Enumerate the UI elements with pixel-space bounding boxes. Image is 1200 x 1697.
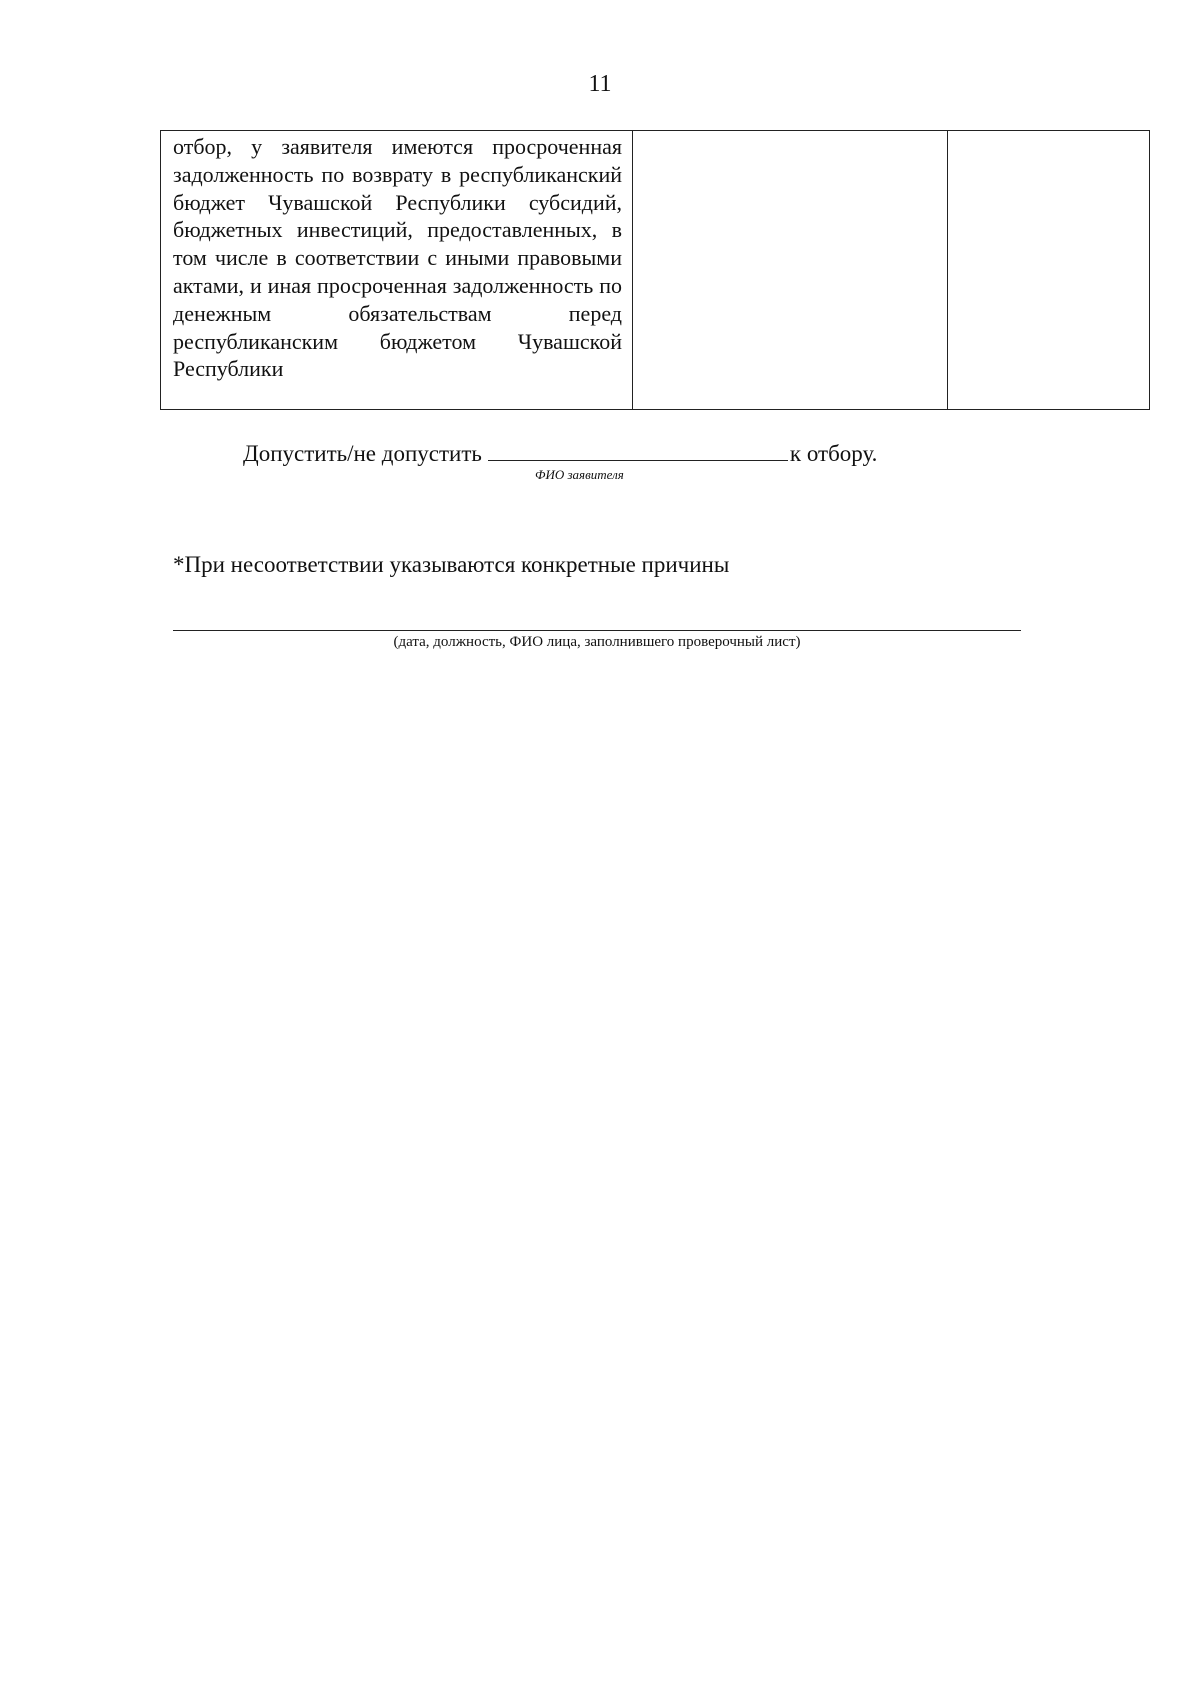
signature-line [173,630,1021,631]
compliance-cell [633,131,948,410]
admission-line [243,438,877,468]
admission-suffix: к отбору. [789,441,878,466]
footnote: *При несоответствии указываются конкретные причины [173,552,730,577]
criterion-text: отбор, у заявителя имеются просроченная задолженность по возврату в республиканский бюджет Чувашской Республики субсидий, бюджетных инвестиций, предоставленных, в том числе в соответствии с иными правовыми актами, и иная просроченная задолженность по денежным обязательствам перед республиканским бюджетом Чувашской Республики [173,134,622,382]
criterion-cell [161,131,633,410]
checklist-table [160,130,1150,410]
admission-prefix: Допустить/не допустить [243,441,482,466]
table-row [161,131,1150,410]
signature-caption: (дата, должность, ФИО лица, заполнившего проверочный лист) [393,634,801,650]
note-text [948,131,1149,133]
page-number: 11 [588,71,612,97]
applicant-name-caption: ФИО заявителя [535,467,624,482]
note-cell [948,131,1150,410]
applicant-name-blank [488,438,788,461]
compliance-text [633,131,947,133]
